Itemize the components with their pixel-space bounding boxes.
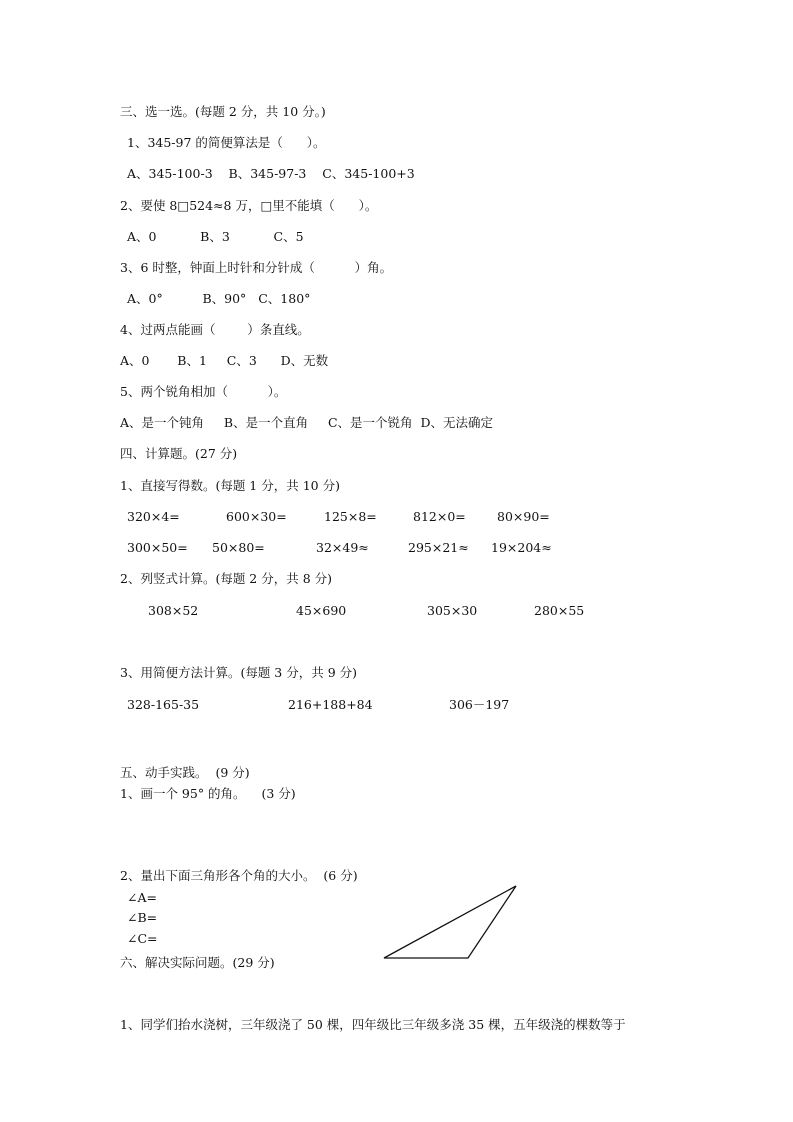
calc-item: 280×55 [534, 603, 585, 618]
angle-c-label: ∠C= [127, 931, 158, 946]
calc-item: 305×30 [427, 603, 478, 618]
draw-angle-question: 1、画一个 95° 的角。 (3 分) [120, 786, 296, 801]
calc-item: 125×8= [324, 509, 377, 524]
question-2-options: A、0 B、3 C、5 [127, 229, 304, 244]
calc-item: 80×90= [497, 509, 550, 524]
calc-item: 19×204≈ [491, 540, 552, 555]
section-6-heading: 六、解决实际问题。(29 分) [120, 955, 275, 970]
section-5-heading: 五、动手实践。 (9 分) [120, 765, 250, 780]
question-3-options: A、0° B、90° C、180° [127, 291, 311, 306]
calc-item: 308×52 [148, 603, 199, 618]
calc-item: 216+188+84 [288, 697, 373, 712]
calc-item: 306－197 [449, 697, 510, 712]
calc-item: 295×21≈ [408, 540, 469, 555]
part-1-title: 1、直接写得数。(每题 1 分，共 10 分) [120, 478, 340, 493]
question-2: 2、要使 8□524≈8 万，□里不能填（ ）。 [120, 198, 378, 213]
question-5: 5、两个锐角相加（ ）。 [120, 384, 287, 399]
calc-item: 300×50= [127, 540, 188, 555]
word-problem-1: 1、同学们抬水浇树，三年级浇了 50 棵，四年级比三年级多浇 35 棵，五年级浇的棵数等于 [120, 1017, 626, 1032]
question-1: 1、345-97 的简便算法是（ ）。 [127, 135, 326, 150]
calc-item: 50×80= [212, 540, 265, 555]
calc-item: 45×690 [296, 603, 347, 618]
question-4-options: A、0 B、1 C、3 D、无数 [120, 353, 329, 368]
question-4: 4、过两点能画（ ）条直线。 [120, 322, 310, 337]
measure-angle-question: 2、量出下面三角形各个角的大小。 (6 分) [120, 868, 358, 883]
section-4-heading: 四、计算题。(27 分) [120, 446, 238, 461]
triangle-figure [370, 880, 530, 970]
calc-item: 320×4= [127, 509, 180, 524]
angle-b-label: ∠B= [127, 910, 158, 925]
question-5-options: A、是一个钝角 B、是一个直角 C、是一个锐角 D、无法确定 [120, 415, 493, 430]
calc-item: 812×0= [413, 509, 466, 524]
part-2-title: 2、列竖式计算。(每题 2 分，共 8 分) [120, 571, 333, 586]
question-1-options: A、345-100-3 B、345-97-3 C、345-100+3 [127, 166, 415, 181]
section-3-heading: 三、选一选。(每题 2 分，共 10 分。) [120, 104, 326, 119]
calc-item: 328-165-35 [127, 697, 200, 712]
calc-item: 600×30= [226, 509, 287, 524]
calc-item: 32×49≈ [316, 540, 369, 555]
angle-a-label: ∠A= [127, 890, 157, 905]
question-3: 3、6 时整，钟面上时针和分针成（ ）角。 [120, 260, 393, 275]
part-3-title: 3、用简便方法计算。(每题 3 分，共 9 分) [120, 665, 358, 680]
